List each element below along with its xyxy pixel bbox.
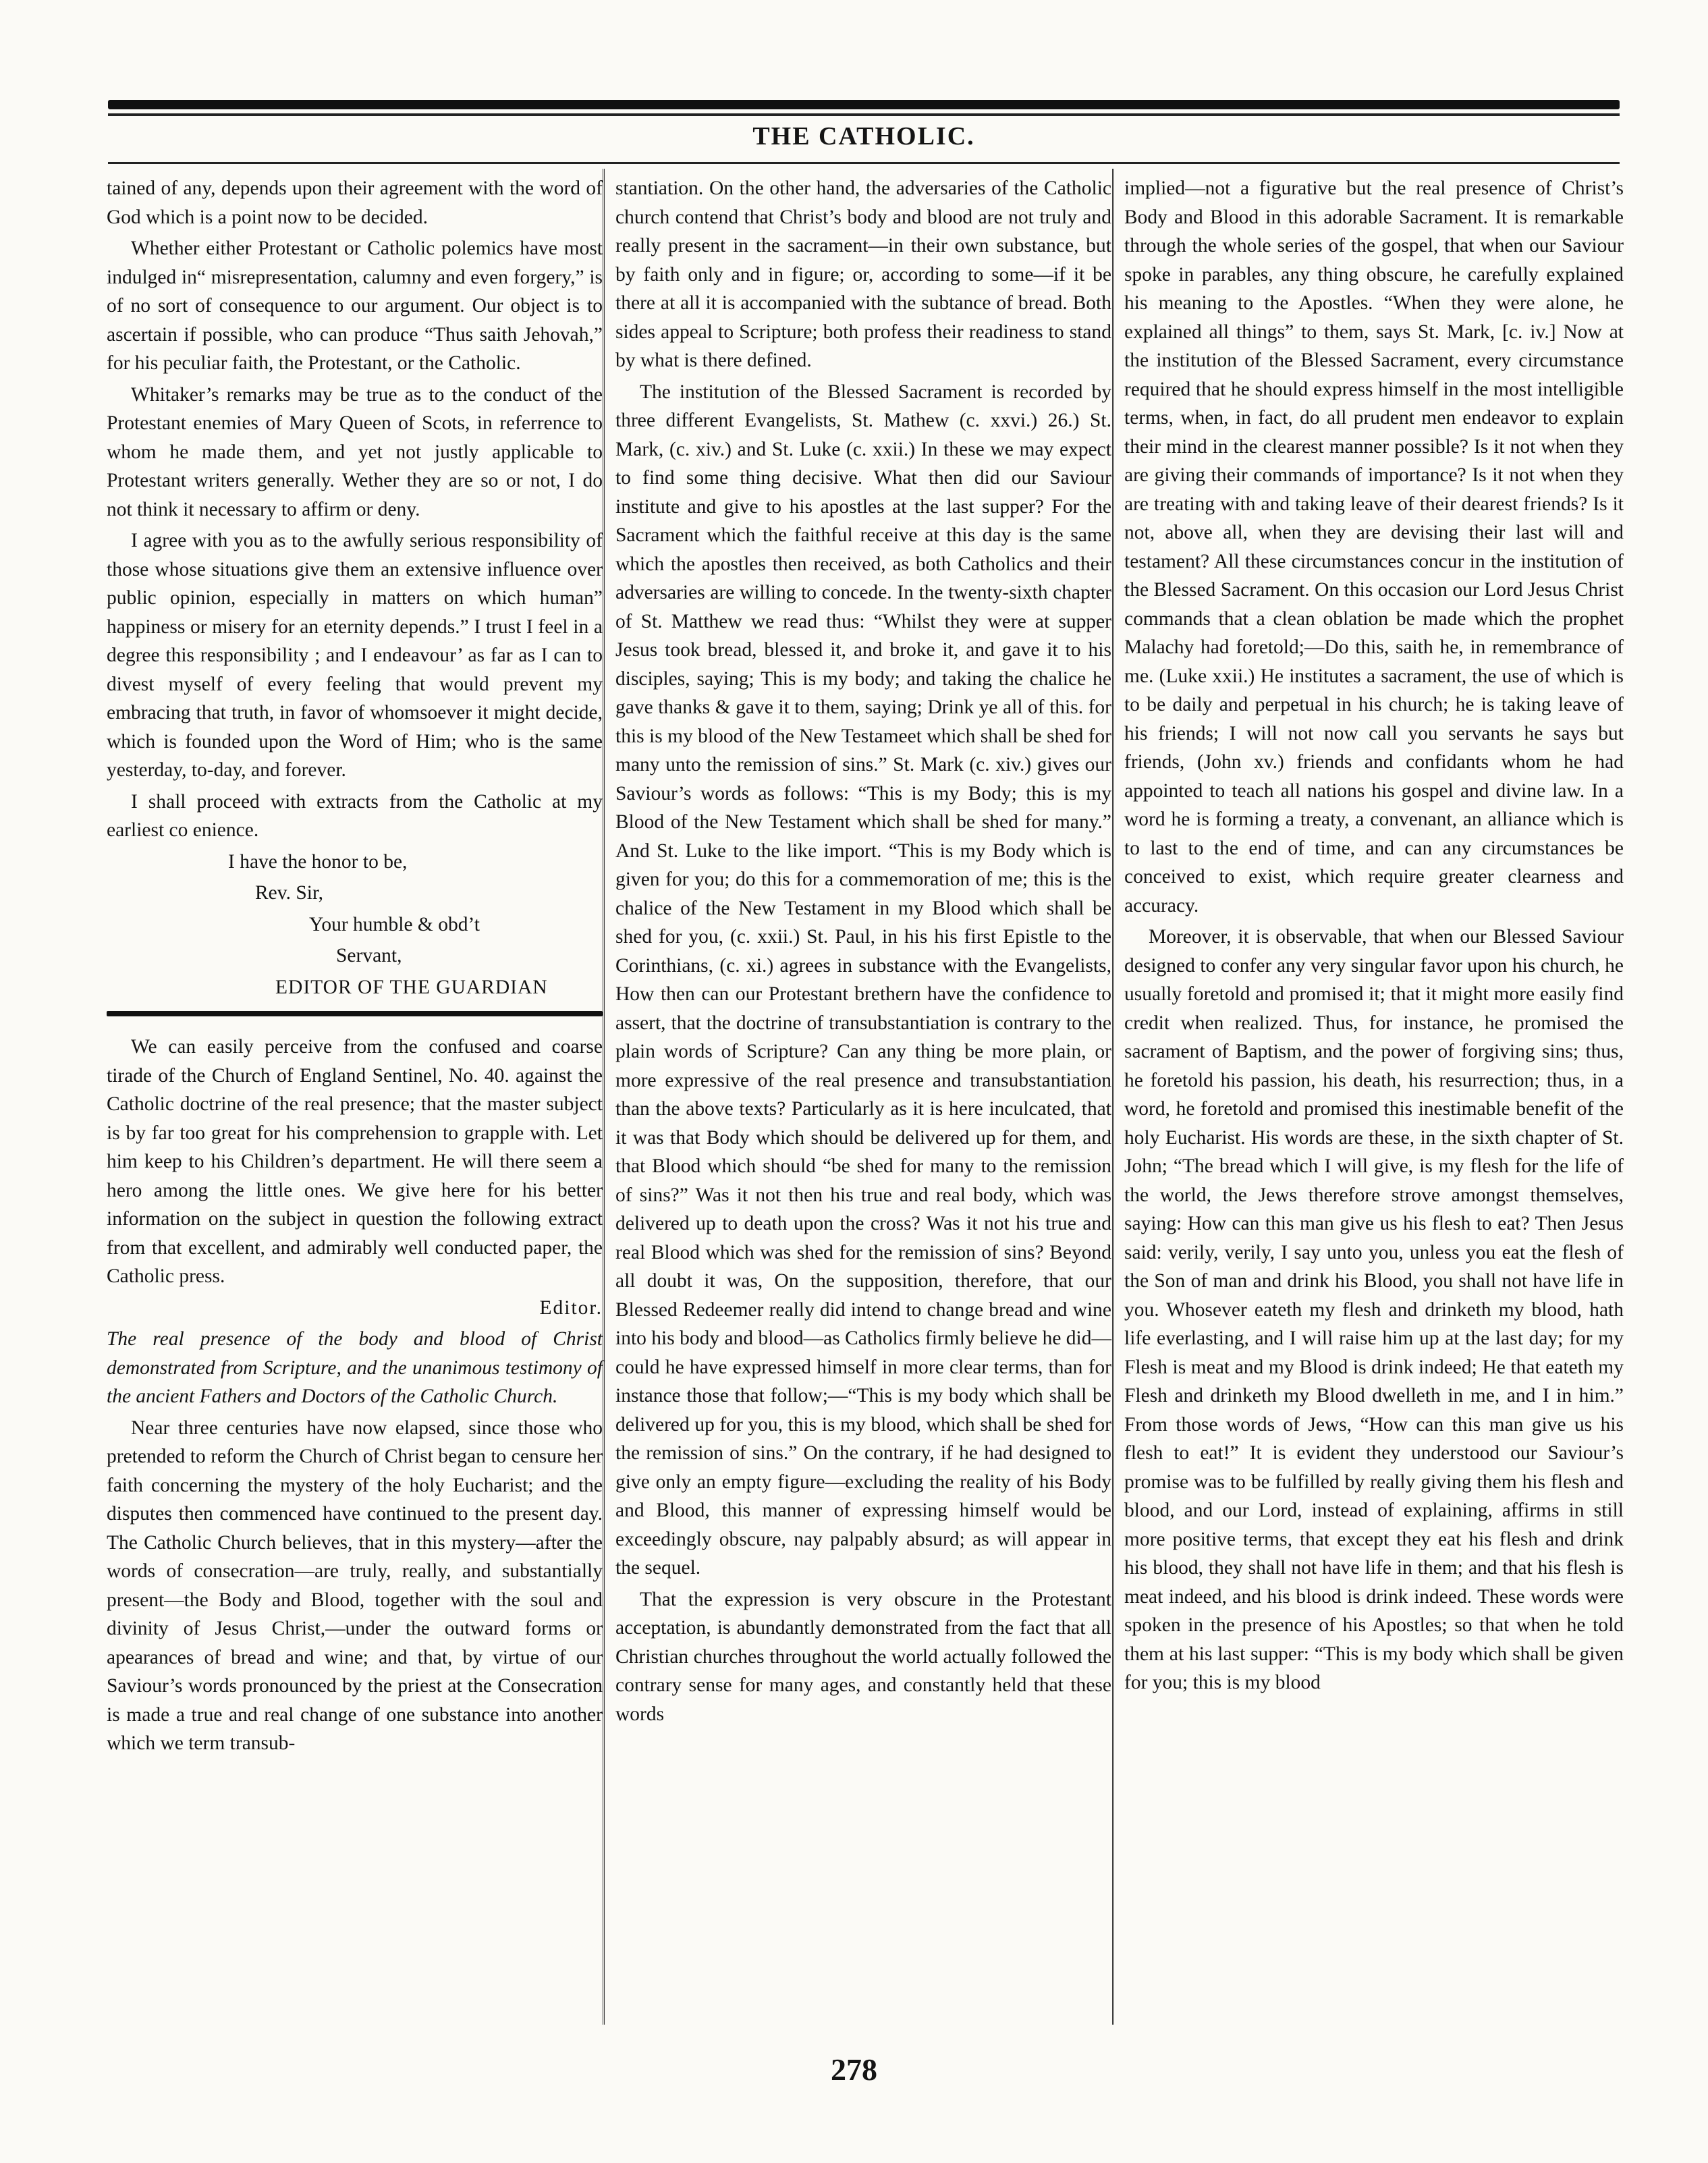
column-2 <box>615 174 1111 1731</box>
running-title: THE CATHOLIC. <box>752 122 975 150</box>
letter-closing: Servant, <box>336 945 402 966</box>
paragraph: Moreover, it is observable, that when our Blessed Saviour designed to confer any very singular favor upon his church, he usually foretold and promised it; that it might more easily find credit when realized. Thus, for instance, he promised the sacrament of Baptism, and the power of forgiving sins; thus, he foretold his passion, his death, his resurrection; thus, in a word, he foretold and promised this inestimable benefit of the holy Eucharist. His words are these, in the sixth chapter of St. John; “The bread which I will give, is my flesh for the life of the world, the Jews therefore strove amongst themselves, saying: How can this man give us his flesh to eat? Then Jesus said: verily, verily, I say unto you, unless you eat the flesh of the Son of man and drink his Blood, you shall not have life in you. Whosever eateth my flesh and drinketh my blood, hath life everlasting, and I will raise him up at the last day; for my Flesh is meat and my Blood is drink indeed; He that eateth my Flesh and drinketh my Blood dwelleth in me, and I in him.” From those words of Jews, “How can this man give us his flesh to eat!” It is evident they understood our Saviour’s promise was to be fulfilled by really giving them his flesh and blood, and our Lord, instead of explaining, affirms in still more positive terms, that except they eat his flesh and drink his blood, they shall not have life in them; and that his flesh is meat indeed, and his blood is drink indeed. These words were spoken in the presence of his Apostles; so that when he told them at his last supper: “This is my body which shall be given for you; this is my blood <box>1124 926 1624 1693</box>
paragraph: The institution of the Blessed Sacrament is recorded by three different Evangelists, St. Mathew (c. xxvi.) 26.) St. Mark, (c. xiv.) and St. Luke (c. xxii.) In these we may expect to find some thing decisive. What then did our Saviour institute and give to his apostles at the last supper? For the Sacrament which the faithful receive at this day is the same which the apostles then received, as both Catholics and their adversaries are willing to concede. In the twenty-sixth chapter of St. Matthew we read thus: “Whilst they were at supper Jesus took bread, blessed it, and broke it, and gave it to his disciples, saying; This is my body; and taking the chalice he gave thanks & gave it to them, saying; Drink ye all of this. for this is my blood of the New Testameet which shall be shed for many unto the remission of sins.” St. Mark (c. xiv.) gives our Saviour’s words as follows: “This is my Body; this is my Blood of the New Testament which shall be shed for many.” And St. Luke to the like import. “This is my Body which is given for you; do this for a commemoration of me; this is the chalice of the New Testament in my Blood which shall be shed for you, (c. xxii.) St. Paul, in his his first Epistle to the Corinthians, (c. xi.) agrees in substance with the Evangelists, How then can our Protestant brethern have the confidence to assert, that the doctrine of transubstantiation is contrary to the plain words of Scripture? Can any thing be more plain, or more expressive of the real presence and transubstantiation than the above texts? Particularly as it is here inculcated, that it was that Body which should be delivered up for them, and that Blood which should “be shed for many to the remission of sins?” Was it not then his true and real body, which was delivered up to death upon the cross? Was it not his true and real Blood which was shed for the remission of sins? Beyond all doubt it was, On the supposition, therefore, that our Blessed Redeemer really did intend to change bread and wine into his body and blood—as Catholics firmly believe he did—could he have expressed himself in more clear terms, than for instance those that follow;—“This is my body which shall be delivered up for you, this is my blood, which shall be shed for the remission of sins.” On the contrary, if he had designed to give only an empty figure—excluding the reality of his Body and Blood, this manner of expressing himself would be exceedingly obscure, nay palpably absurd; as will appear in the sequel. <box>615 381 1111 1579</box>
paragraph: I agree with you as to the awfully serious responsibility of those whose situations give them an extensive influence over public opinion, especially in matters on which human” happiness or misery for an eternity depends.” I trust I feel in a degree this responsibility ; and I endeavour’ as far as I can to divest myself of every feeling that would prevent my embracing that truth, in favor of whomsoever it might decide, which is founded upon the Word of Him; who is the same yesterday, to-day, and forever. <box>107 530 603 781</box>
top-thin-rule <box>108 113 1620 116</box>
article-title: The real presence of the body and blood of Christ demonstrated from Scripture, and the unanimous testimony of the ancient Fathers and Doctors of the Catholic Church. <box>107 1328 603 1407</box>
letter-signature: EDITOR OF THE GUARDIAN <box>275 976 548 998</box>
paragraph: stantiation. On the other hand, the adversaries of the Catholic church contend that Christ’s body and blood are not truly and really present in the sacrament—in their own substance, but by faith only and in figure; or, according to some—if it be there at all it is accompanied with the subtance of bread. Both sides appeal to Scripture; both profess their readiness to stand by what is there defined. <box>615 177 1111 371</box>
paragraph: implied—not a figurative but the real presence of Christ’s Body and Blood in this adorable Sacrament. It is remarkable through the whole series of the gospel, that when our Saviour spoke in parables, any thing obscure, he carefully explained his meaning to the Apostles. “When they were alone, he explained all things” to them, says St. Mark, [c. iv.] Now at the institution of the Blessed Sacrament, every circumstance required that he should express himself in the most intelligible terms, when, in fact, do all prudent men endeavor to explain their mind in the clearest manner possible? Is it not when they are giving their commands of importance? Is it not when they are treating with and taking leave of their dearest friends? Is it not, above all, when they are devising their last will and testament? All these circumstances concur in the institution of the Blessed Sacrament. On this occasion our Lord Jesus Christ commands that a clean oblation be made which the prophet Malachy had foretold;—Do this, saith he, in remembrance of me. (Luke xxii.) He institutes a sacrament, the use of which is to be daily and perpetual in his church; he is taking leave of his friends; I will not now call you servants he says but friends, (John xv.) friends and confidants whom he had appointed to teach all nations his gospel and divine law. In a word he is forming a treaty, a convenant, an alliance which is to last to the end of time, and can any circumstances be conceived to exist, which require greater clearness and accuracy. <box>1124 177 1624 916</box>
column-divider-2 <box>1112 169 1114 2025</box>
paragraph: That the expression is very obscure in the Protestant acceptation, is abundantly demonstrated from the fact that all Christian churches throughout the world actually followed the contrary sense for many ages, and constantly held that these words <box>615 1588 1111 1725</box>
editor-signature: Editor. <box>539 1296 603 1319</box>
column-divider-1 <box>603 169 605 2025</box>
section-divider <box>107 1011 603 1016</box>
paragraph: Whitaker’s remarks may be true as to the conduct of the Protestant enemies of Mary Queen of Scots, in referrence to whom he made them, and yet not justly applicable to Protestant writers generally. Wether they are so or not, I do not think it necessary to affirm or deny. <box>107 383 603 520</box>
top-heavy-rule <box>108 100 1620 109</box>
column-1 <box>107 174 603 1761</box>
column-3 <box>1124 174 1624 1700</box>
paragraph: We can easily perceive from the confused and coarse tirade of the Church of England Sentinel, No. 40. against the Catholic doctrine of the real presence; that the master subject is by far too great for his comprehension to grapple with. Let him keep to his Children’s department. He will there seem a hero among the little ones. We give here for his better information on the subject in question the following extract from that excellent, and admirably well conducted paper, the Catholic press. <box>107 1036 603 1287</box>
paragraph: Whether either Protestant or Catholic polemics have most indulged in“ misrepresentation, calumny and even forgery,” is of no sort of consequence to our argument. Our object is to ascertain if possible, who can produce “Thus saith Jehovah,” for his peculiar faith, the Protestant, or the Catholic. <box>107 238 603 374</box>
letter-salutation: Rev. Sir, <box>255 882 323 904</box>
paragraph: tained of any, depends upon their agreement with the word of God which is a point now to be decided. <box>107 177 603 228</box>
paragraph: Near three centuries have now elapsed, since those who pretended to reform the Church of Christ began to censure her faith concerning the mystery of the holy Eucharist; and the disputes then commenced have continued to the present day. The Catholic Church believes, that in this mystery—after the words of consecration—are truly, really, and substantially present—the Body and Blood, together with the soul and divinity of Jesus Christ,—under the outward forms or apearances of bread and wine; and that, by virtue of our Saviour’s words pronounced by the priest at the Consecration is made a true and real change of one substance into another which we term transub- <box>107 1417 603 1754</box>
header-rule <box>108 162 1620 164</box>
letter-closing: Your humble & obd’t <box>309 913 480 935</box>
paragraph: I shall proceed with extracts from the Catholic at my earliest co enience. <box>107 790 603 841</box>
letter-closing: I have the honor to be, <box>228 850 408 873</box>
page-number: 278 <box>831 2052 877 2087</box>
